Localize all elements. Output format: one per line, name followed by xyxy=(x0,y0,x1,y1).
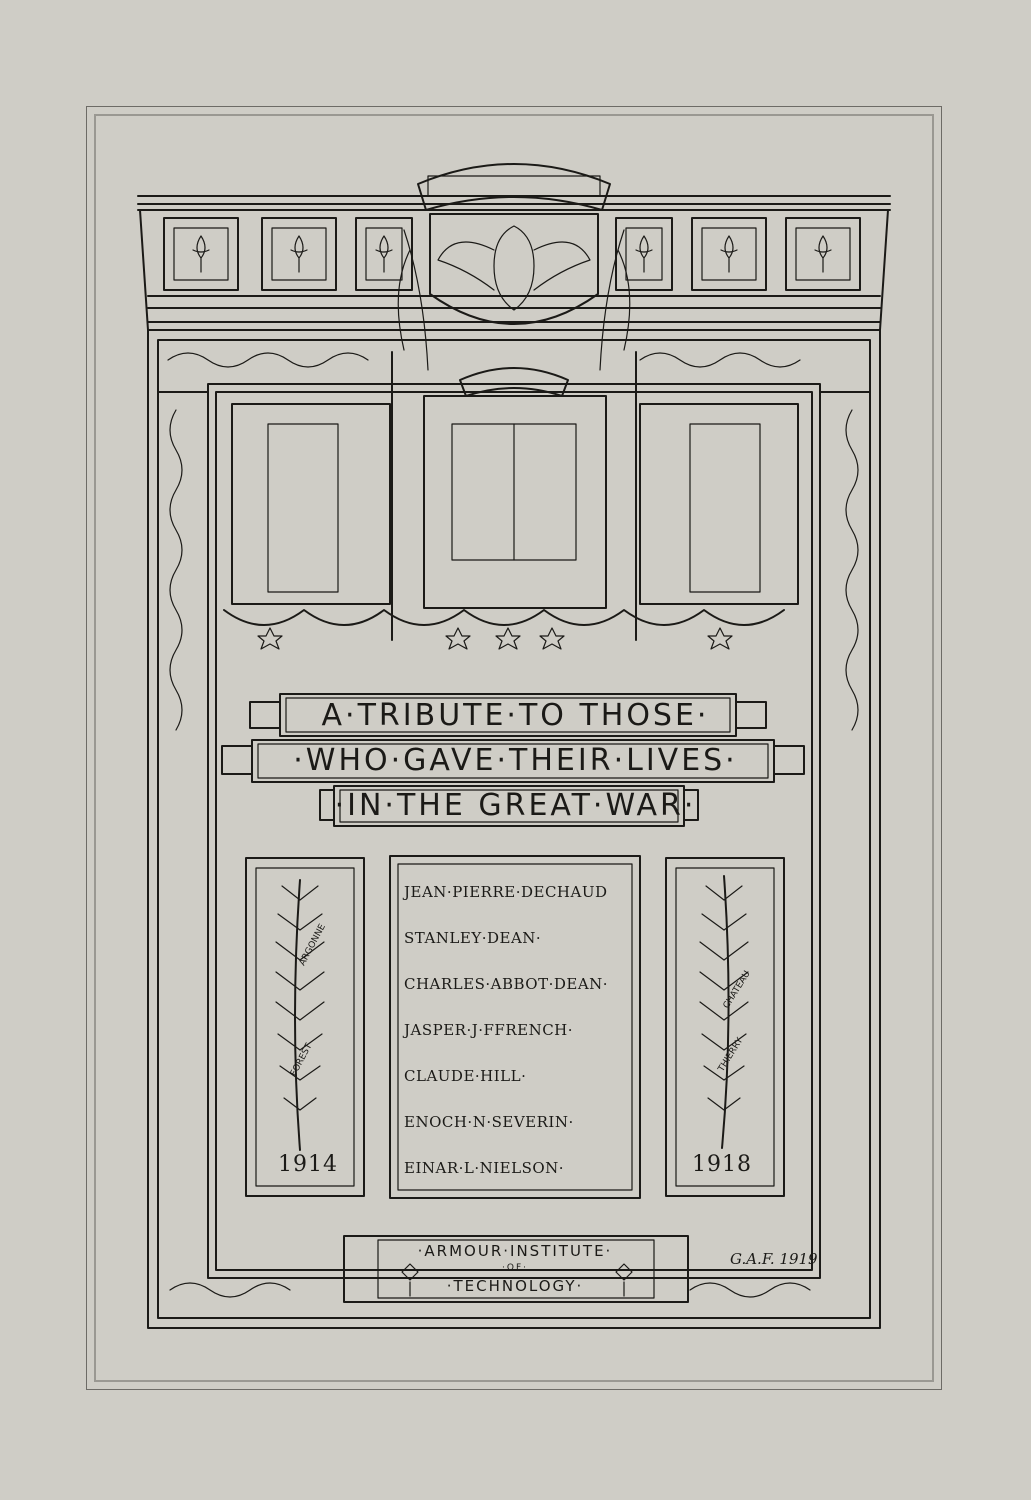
fleur-panels xyxy=(164,218,860,290)
palm-ribbon-right-lower: THIERRY xyxy=(716,1036,746,1074)
stars-row xyxy=(258,628,732,649)
window-arches xyxy=(224,352,798,640)
palm-ribbon-left-upper: ARGONNE xyxy=(297,922,328,968)
honor-name: STANLEY·DEAN· xyxy=(404,929,542,947)
year-start: 1914 xyxy=(278,1152,338,1177)
eagle-crest xyxy=(398,164,630,396)
year-end: 1918 xyxy=(692,1152,752,1177)
honor-name: CLAUDE·HILL· xyxy=(404,1067,527,1085)
footer-line-3: ·TECHNOLOGY· xyxy=(446,1277,584,1295)
artist-signature: G.A.F. 1919 xyxy=(730,1250,818,1268)
honor-name: ENOCH·N·SEVERIN· xyxy=(404,1113,574,1131)
honor-name: JASPER·J·FFRENCH· xyxy=(404,1021,574,1039)
honor-roll xyxy=(404,872,628,1194)
palm-ribbon-right-upper: CHATEAU xyxy=(721,969,753,1011)
footer-line-2: ·OF· xyxy=(502,1263,528,1273)
honor-name: JEAN·PIERRE·DECHAUD xyxy=(404,883,608,901)
palm-ribbon-left-lower: FOREST xyxy=(288,1042,315,1078)
honor-name: EINAR·L·NIELSON· xyxy=(404,1159,565,1177)
honor-name: CHARLES·ABBOT·DEAN· xyxy=(404,975,609,993)
tribute-line-3: ·IN·THE GREAT·WAR· xyxy=(334,788,697,823)
footer-line-1: ·ARMOUR·INSTITUTE· xyxy=(417,1242,613,1260)
tribute-line-2: ·WHO·GAVE·THEIR·LIVES· xyxy=(293,743,738,778)
tribute-line-1: A·TRIBUTE·TO THOSE· xyxy=(321,698,710,733)
